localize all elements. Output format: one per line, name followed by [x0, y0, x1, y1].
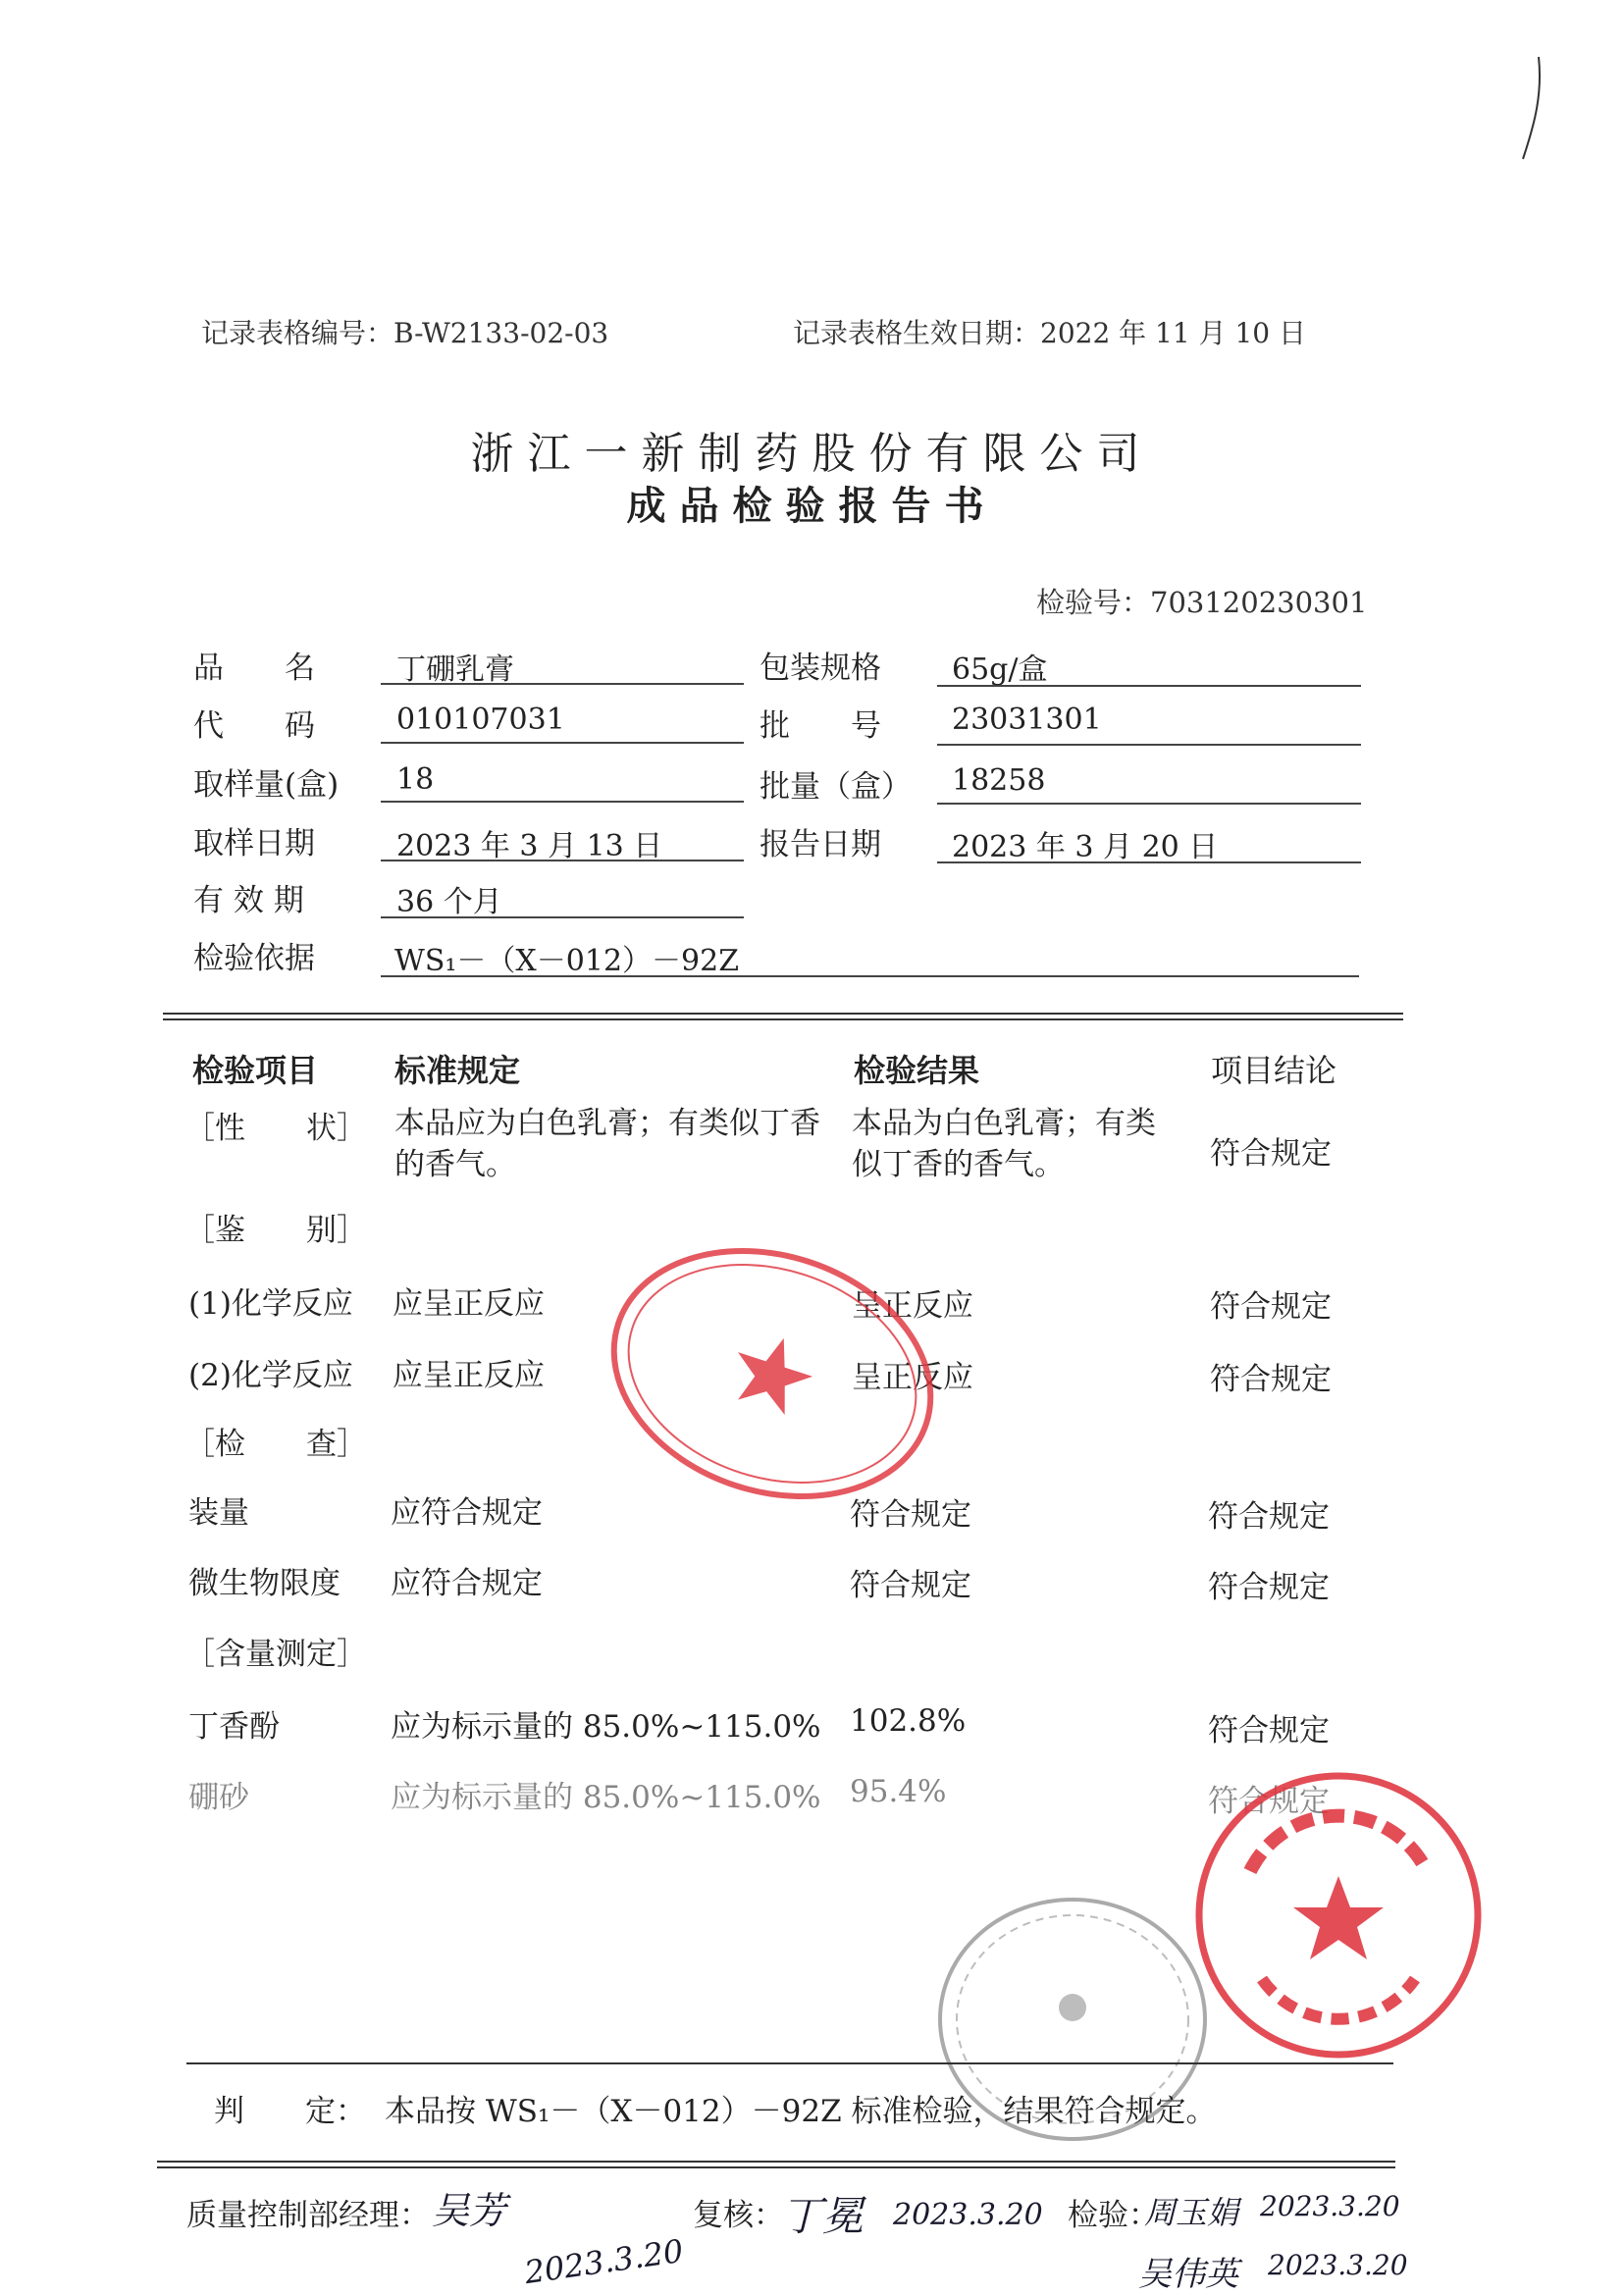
sample-date-underline [381, 860, 744, 861]
inspect-date: 2023.3.20 [1260, 2190, 1400, 2222]
sample-date-label: 取样日期 [193, 826, 315, 861]
table-row-item: 丁香酚 [188, 1709, 280, 1745]
table-row-result: 呈正反应 [852, 1360, 973, 1395]
verdict-bottom-rule [157, 2161, 1395, 2168]
effective-date: 记录表格生效日期：2022 年 11 月 10 日 [793, 317, 1307, 349]
table-row-result: 呈正反应 [852, 1288, 973, 1324]
report-title: 成品检验报告书 [626, 483, 998, 529]
table-row-conclusion: 符合规定 [1208, 1499, 1330, 1535]
review-label: 复核： [693, 2198, 784, 2233]
stamp-round-text [0, 0, 1, 1]
table-row-standard: 应呈正反应 [393, 1358, 545, 1393]
table-section-heading: ［含量测定］ [184, 1637, 367, 1672]
inspect-label: 检验： [1068, 2198, 1159, 2233]
verdict-top-rule [186, 2062, 1393, 2064]
table-row-result: 102.8% [850, 1703, 967, 1739]
sample-date-value: 2023 年 3 月 13 日 [396, 829, 663, 863]
table-row-standard: 应符合规定 [391, 1566, 543, 1601]
batch-label: 批 号 [760, 708, 881, 744]
table-row-item: (1)化学反应 [188, 1286, 353, 1322]
table-row-item: 硼砂 [188, 1780, 249, 1815]
manager-signature: 吴芳 [432, 2189, 507, 2232]
table-section-heading: ［鉴 别］ [184, 1213, 367, 1248]
table-row-conclusion: 符合规定 [1210, 1362, 1332, 1397]
batch-qty-value: 18258 [952, 763, 1046, 798]
product-name-label: 品 名 [193, 651, 315, 686]
stamp-oval-text [0, 0, 1, 1]
manager-label: 质量控制部经理： [186, 2198, 430, 2233]
form-number: 记录表格编号：B-W2133-02-03 [201, 317, 609, 349]
table-row-result: 符合规定 [850, 1568, 971, 1603]
company-name: 浙江一新制药股份有限公司 [470, 429, 1154, 479]
col-header-conclusion: 项目结论 [1211, 1052, 1337, 1089]
table-row-result: 本品为白色乳膏；有类似丁香的香气。 [852, 1106, 1156, 1182]
basis-value: WS₁－（X－012）－92Z [394, 944, 740, 978]
table-row-standard: 应符合规定 [391, 1495, 543, 1531]
batch-underline [937, 744, 1361, 746]
table-row-conclusion: 符合规定 [1208, 1570, 1330, 1605]
table-row-item: ［性 状］ [184, 1111, 367, 1146]
batch-value: 23031301 [952, 703, 1102, 737]
col-header-standard: 标准规定 [394, 1052, 521, 1089]
basis-underline [381, 975, 1359, 977]
table-top-rule [163, 1013, 1403, 1020]
table-row-item: 微生物限度 [188, 1566, 341, 1601]
package-value: 65g/盒 [952, 652, 1048, 687]
validity-label: 有 效 期 [193, 883, 304, 918]
table-section-heading: ［检 查］ [184, 1427, 367, 1462]
report-date-underline [937, 861, 1361, 863]
table-row-result: 95.4% [850, 1774, 947, 1809]
validity-underline [381, 916, 744, 918]
product-name-underline [381, 683, 744, 685]
table-row-conclusion: 符合规定 [1208, 1713, 1330, 1748]
review-signature: 丁冕 [781, 2192, 864, 2240]
code-value: 010107031 [396, 703, 565, 737]
table-row-standard: 应为标示量的 85.0%~115.0% [391, 1780, 821, 1815]
inspection-number: 检验号：703120230301 [1036, 586, 1368, 619]
table-row-standard: 本品应为白色乳膏；有类似丁香的香气。 [394, 1106, 820, 1182]
report-date-label: 报告日期 [760, 827, 881, 862]
package-label: 包装规格 [760, 651, 881, 686]
table-row-conclusion: 符合规定 [1210, 1289, 1332, 1325]
inspect-signature-2: 吴伟英 [1138, 2255, 1238, 2294]
code-label: 代 码 [193, 708, 315, 744]
table-row-standard: 应呈正反应 [393, 1286, 545, 1322]
table-row-conclusion: 符合规定 [1210, 1136, 1332, 1172]
stamp-round-company [1191, 1768, 1486, 2062]
report-date-value: 2023 年 3 月 20 日 [952, 830, 1219, 864]
table-row-result: 符合规定 [850, 1497, 971, 1533]
table-row-item: (2)化学反应 [188, 1358, 353, 1393]
batch-qty-underline [937, 803, 1361, 805]
col-header-item: 检验项目 [192, 1052, 319, 1089]
verdict-text: 本品按 WS₁－（X－012）－92Z 标准检验，结果符合规定。 [385, 2094, 1217, 2129]
sample-qty-underline [381, 801, 744, 803]
manager-date: 2023.3.20 [522, 2231, 686, 2292]
basis-label: 检验依据 [193, 941, 315, 976]
table-row-conclusion: 符合规定 [1208, 1784, 1330, 1819]
code-underline [381, 742, 744, 744]
table-row-standard: 应为标示量的 85.0%~115.0% [391, 1709, 821, 1745]
product-name-value: 丁硼乳膏 [396, 652, 514, 687]
table-row-item: 装量 [188, 1495, 249, 1531]
col-header-result: 检验结果 [854, 1052, 980, 1089]
review-date: 2023.3.20 [893, 2198, 1043, 2232]
pen-mark [1517, 55, 1546, 163]
package-underline [937, 685, 1361, 687]
verdict-label: 判 定： [214, 2094, 366, 2129]
batch-qty-label: 批量（盒） [760, 769, 912, 805]
validity-value: 36 个月 [396, 885, 502, 919]
sample-qty-label: 取样量(盒) [193, 767, 340, 803]
sample-qty-value: 18 [396, 762, 435, 797]
inspect-date-2: 2023.3.20 [1268, 2249, 1408, 2281]
inspect-signature: 周玉娟 [1144, 2194, 1239, 2231]
